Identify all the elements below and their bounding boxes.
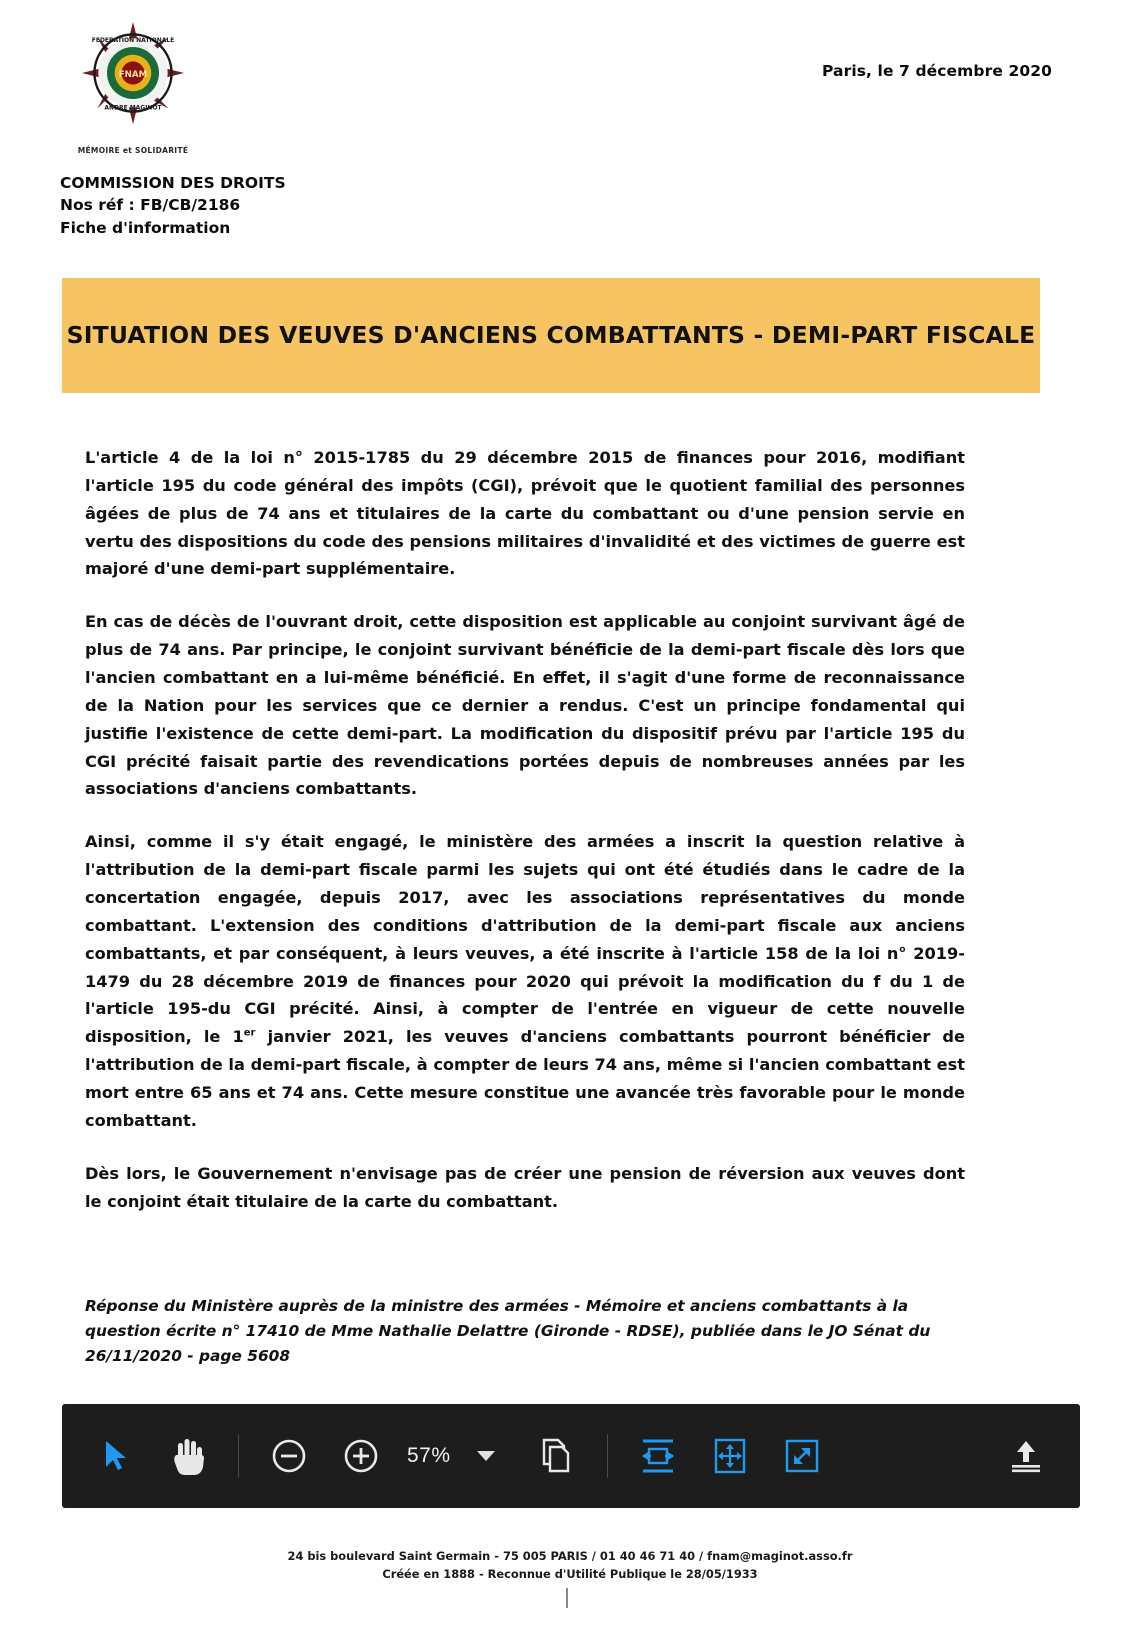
fit-page-icon [712, 1438, 748, 1474]
pdf-toolbar[interactable] [62, 1404, 1080, 1508]
fit-width-icon [639, 1438, 677, 1474]
zoom-level-value[interactable]: 57% [407, 1444, 451, 1467]
document-type: Fiche d'information [60, 218, 231, 237]
paragraph-3-after: janvier 2021, les veuves d'anciens combattants pourront bénéficier de l'attribution de la demi-part fiscale, à compter de leurs 74 ans, même si l'ancien combattant est mort entre 65 ans et 74 ans. Cette mesure constitue une avancée très favorable pour le monde combattant. [85, 1027, 965, 1130]
source-note: Réponse du Ministère auprès de la ministre des armées - Mémoire et anciens combattants à la question écrite n° 17410 de Mme Nathalie Delattre (Gironde - RDSE), publiée dans le JO Sénat du 26/11/2020 - page 5608 [85, 1297, 931, 1365]
paragraph-3-before: Ainsi, comme il s'y était engagé, le ministère des armées a inscrit la question relative à l'attribution de la demi-part fiscale parmi les sujets qui ont été étudiés dans le cadre de la concertation engagée, depuis 2017, avec les associations représentatives du monde combattant. L'extension des conditions d'attribution de la demi-part fiscale aux anciens combattants, et par conséquent, à leurs veuves, a été inscrite à l'article 158 de la loi n° 2019-1479 du 28 décembre 2019 de finances pour 2020 qui prévoit la modification du f du 1 de l'article 195-du CGI précité. Ainsi, à compter de l'entrée en vigueur de cette nouvelle disposition, le 1 [85, 832, 965, 1047]
paragraph-3 [85, 828, 965, 1134]
copy-pages-icon [540, 1438, 574, 1474]
chevron-down-icon[interactable] [477, 1451, 495, 1461]
paragraph-2: En cas de décès de l'ouvrant droit, cette disposition est applicable au conjoint survivant âgé de plus de 74 ans. Par principe, le conjoint survivant bénéficie de la demi-part fiscale dès lors que l'ancien combattant en a lui-même bénéficié. En effet, il s'agit d'une forme de reconnaissance de la Nation pour les services que ce dernier a rendus. C'est un principe fondamental qui justifie l'existence de cette demi-part. La modification du dispositif prévu par l'article 195 du CGI précité faisait partie des revendications portées depuis de nombreuses années par les associations d'anciens combattants. [85, 612, 965, 799]
organization-logo [58, 14, 208, 162]
footer-address: 24 bis boulevard Saint Germain - 75 005 PARIS / 01 40 46 71 40 / fnam@maginot.asso.fr [287, 1549, 853, 1563]
reference-number: Nos réf : FB/CB/2186 [60, 196, 241, 215]
zoom-in-button[interactable] [325, 1404, 397, 1508]
upload-button[interactable] [990, 1404, 1062, 1508]
toolbar-divider-2 [607, 1434, 608, 1478]
zoom-out-button[interactable] [253, 1404, 325, 1508]
pan-tool-button[interactable] [152, 1404, 224, 1508]
fit-width-button[interactable] [622, 1404, 694, 1508]
reference-block [60, 172, 286, 239]
commission-name: COMMISSION DES DROITS [60, 174, 286, 192]
expand-icon [784, 1438, 820, 1474]
select-tool-button[interactable] [80, 1404, 152, 1508]
logo-caption: MÉMOIRE et SOLIDARITÉ [77, 146, 189, 155]
ordinal-suffix: er [243, 1027, 256, 1039]
copy-pages-button[interactable] [521, 1404, 593, 1508]
minus-circle-icon [270, 1437, 308, 1475]
paragraph-4: Dès lors, le Gouvernement n'envisage pas de créer une pension de réversion aux veuves dont le conjoint était titulaire de la carte du combattant. [85, 1163, 965, 1211]
footer-divider [566, 1588, 568, 1608]
svg-text:FEDERATION NATIONALE: FEDERATION NATIONALE [91, 37, 175, 45]
footer-legal: Créée en 1888 - Reconnue d'Utilité Publique le 28/05/1933 [382, 1566, 758, 1581]
fit-page-button[interactable] [694, 1404, 766, 1508]
upload-icon [1007, 1437, 1045, 1475]
document-date: Paris, le 7 décembre 2020 [821, 62, 1052, 80]
cursor-arrow-icon [103, 1440, 129, 1472]
toolbar-divider-1 [238, 1434, 239, 1478]
title-banner [62, 278, 1040, 393]
document-footer [0, 1548, 1140, 1583]
hand-icon [171, 1437, 205, 1475]
svg-text:FNAM: FNAM [118, 69, 148, 80]
fullscreen-button[interactable] [766, 1404, 838, 1508]
svg-text:ANDRE MAGINOT: ANDRE MAGINOT [104, 104, 162, 112]
fnam-star-logo-icon [80, 20, 186, 126]
plus-circle-icon [342, 1437, 380, 1475]
page-title: SITUATION DES VEUVES D'ANCIENS COMBATTANTS - DEMI-PART FISCALE [66, 321, 1036, 350]
document-body [85, 444, 965, 1215]
paragraph-1: L'article 4 de la loi n° 2015-1785 du 29 décembre 2015 de finances pour 2016, modifiant l'article 195 du code général des impôts (CGI), prévoit que le quotient familial des personnes âgées de plus de 74 ans et titulaires de la carte du combattant ou d'une pension servie en vertu des dispositions du code des pensions militaires d'invalidité et des victimes de guerre est majoré d'une demi-part supplémentaire. [85, 448, 965, 579]
